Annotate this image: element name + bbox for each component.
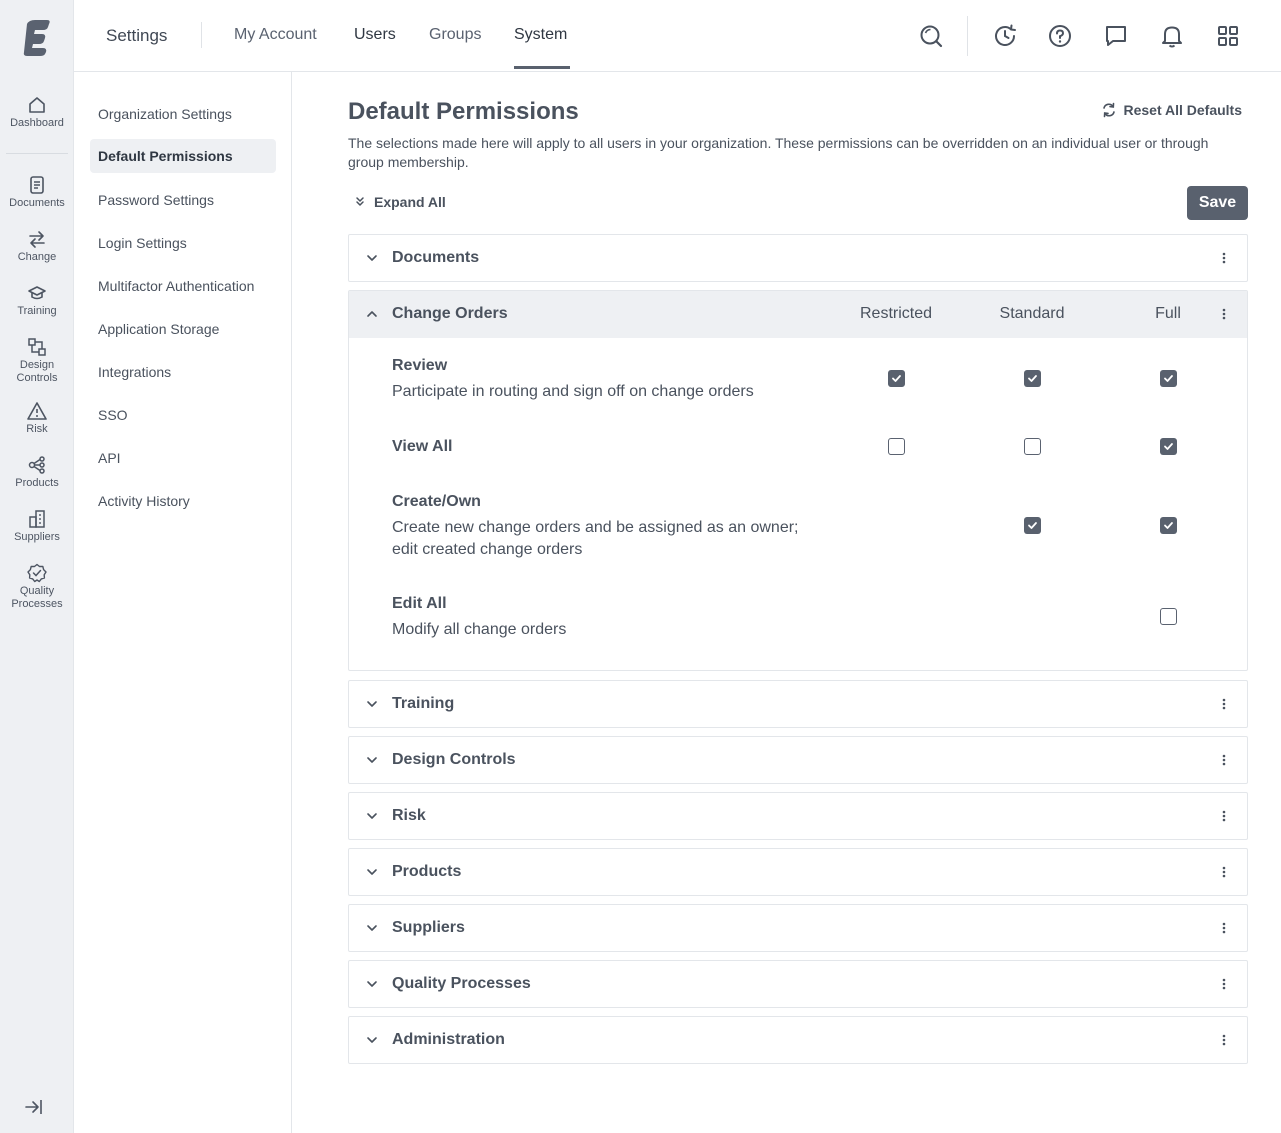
chevron-down-icon[interactable] — [365, 809, 379, 823]
subnav-item-organization-settings[interactable]: Organization Settings — [98, 106, 232, 122]
badge-check-icon — [27, 563, 47, 583]
active-tab-indicator — [514, 66, 570, 69]
section-quality-processes[interactable] — [348, 960, 1248, 1008]
more-options-icon[interactable] — [1217, 1033, 1231, 1047]
subnav-item-password-settings[interactable]: Password Settings — [98, 192, 214, 208]
home-icon — [27, 95, 47, 115]
expand-sidebar-icon[interactable] — [24, 1097, 44, 1117]
history-icon[interactable] — [992, 23, 1018, 49]
reset-icon — [1101, 102, 1117, 118]
warning-triangle-icon — [27, 401, 47, 421]
rail-divider — [6, 153, 68, 154]
section-name: Risk — [392, 807, 426, 824]
swap-arrows-icon — [27, 229, 47, 249]
top-header — [74, 0, 1281, 72]
rail-label: Risk — [26, 423, 48, 435]
reset-label: Reset All Defaults — [1123, 102, 1242, 118]
rail-item-change[interactable] — [0, 229, 74, 264]
rail-item-training[interactable] — [0, 283, 74, 318]
permission-title: View All — [392, 438, 453, 455]
subnav-item-integrations[interactable]: Integrations — [98, 364, 172, 380]
tab-groups[interactable]: Groups — [429, 26, 482, 43]
more-options-icon[interactable] — [1217, 921, 1231, 935]
design-controls-icon — [27, 337, 47, 357]
chevron-down-icon[interactable] — [365, 921, 379, 935]
section-name: Suppliers — [392, 919, 465, 936]
section-suppliers[interactable] — [348, 904, 1248, 952]
subnav-item-application-storage[interactable]: Application Storage — [98, 321, 220, 337]
expand-all-button[interactable] — [354, 194, 446, 210]
section-name: Quality Processes — [392, 975, 531, 992]
chevron-down-icon[interactable] — [365, 865, 379, 879]
chevron-down-icon[interactable] — [365, 251, 379, 265]
rail-item-dashboard[interactable] — [0, 95, 74, 130]
permission-title: Edit All — [392, 595, 447, 612]
section-name: Products — [392, 863, 462, 880]
more-options-icon[interactable] — [1217, 865, 1231, 879]
apps-grid-icon[interactable] — [1215, 23, 1241, 49]
tab-my-account[interactable]: My Account — [234, 26, 317, 43]
checkbox-create-own-standard[interactable] — [1024, 517, 1041, 534]
chevron-down-icon[interactable] — [365, 697, 379, 711]
checkbox-view-all-full[interactable] — [1160, 438, 1177, 455]
rail-label: Quality Processes — [11, 585, 63, 610]
help-icon[interactable] — [1047, 23, 1073, 49]
section-training[interactable] — [348, 680, 1248, 728]
search-icon[interactable] — [918, 23, 944, 49]
checkmark-icon — [1162, 519, 1175, 532]
subnav-item-sso[interactable]: SSO — [98, 407, 128, 423]
permission-description: Participate in routing and sign off on change orders — [392, 383, 754, 400]
subnav-item-activity-history[interactable]: Activity History — [98, 493, 190, 509]
permission-description: Create new change orders and be assigned as an owner; edit created change orders — [392, 519, 799, 558]
document-icon — [27, 175, 47, 195]
page-title: Default Permissions — [348, 98, 579, 125]
subnav-item-login-settings[interactable]: Login Settings — [98, 235, 187, 251]
graduation-cap-icon — [27, 283, 47, 303]
checkmark-icon — [1162, 372, 1175, 385]
section-risk[interactable] — [348, 792, 1248, 840]
settings-subnav — [74, 72, 292, 1133]
checkmark-icon — [1026, 372, 1039, 385]
checkbox-view-all-restricted[interactable] — [888, 438, 905, 455]
checkmark-icon — [1026, 519, 1039, 532]
rail-label: Design Controls — [16, 359, 58, 384]
more-options-icon[interactable] — [1217, 251, 1231, 265]
rail-label: Dashboard — [10, 117, 64, 129]
rail-label: Documents — [9, 197, 65, 209]
permission-description: Modify all change orders — [392, 621, 567, 638]
more-options-icon[interactable] — [1217, 307, 1231, 321]
reset-all-defaults-button[interactable] — [1101, 102, 1242, 118]
section-name: Documents — [392, 249, 480, 266]
rail-label: Suppliers — [14, 531, 60, 543]
column-header-restricted: Restricted — [859, 305, 933, 322]
app-rail — [0, 0, 74, 1133]
permission-title: Review — [392, 357, 448, 374]
section-name: Administration — [392, 1031, 505, 1048]
chevron-down-icon[interactable] — [365, 977, 379, 991]
checkbox-review-restricted[interactable] — [888, 370, 905, 387]
header-divider — [201, 22, 202, 48]
chat-icon[interactable] — [1103, 23, 1129, 49]
main-content — [292, 72, 1281, 1133]
subnav-item-api[interactable]: API — [98, 450, 121, 466]
rail-label: Training — [17, 305, 57, 317]
more-options-icon[interactable] — [1217, 809, 1231, 823]
expand-all-label: Expand All — [374, 194, 446, 210]
section-change-orders — [348, 290, 1248, 671]
subnav-item-default-permissions[interactable]: Default Permissions — [90, 139, 276, 173]
rail-label: Change — [17, 251, 57, 263]
more-options-icon[interactable] — [1217, 753, 1231, 767]
chevron-up-icon[interactable] — [365, 307, 379, 321]
checkmark-icon — [890, 372, 903, 385]
section-design-controls[interactable] — [348, 736, 1248, 784]
checkbox-create-own-full[interactable] — [1160, 517, 1177, 534]
tab-users[interactable]: Users — [354, 26, 396, 43]
more-options-icon[interactable] — [1217, 697, 1231, 711]
page-section-title: Settings — [106, 26, 168, 45]
column-header-standard: Standard — [999, 305, 1065, 322]
double-chevron-down-icon — [354, 196, 366, 208]
checkbox-view-all-standard[interactable] — [1024, 438, 1041, 455]
section-name: Training — [392, 695, 455, 712]
rail-item-products[interactable] — [0, 455, 74, 490]
section-name: Design Controls — [392, 751, 516, 768]
chevron-down-icon[interactable] — [365, 1033, 379, 1047]
rail-item-quality-processes[interactable] — [0, 563, 74, 611]
rail-label: Products — [15, 477, 59, 489]
building-icon — [27, 509, 47, 529]
checkbox-review-full[interactable] — [1160, 370, 1177, 387]
rail-item-design-controls[interactable] — [0, 337, 74, 385]
section-name: Change Orders — [392, 305, 508, 322]
subnav-item-multifactor-authentication[interactable]: Multifactor Authentication — [98, 278, 255, 294]
more-options-icon[interactable] — [1217, 977, 1231, 991]
column-header-full: Full — [1155, 305, 1181, 322]
header-icon-divider — [967, 16, 968, 56]
app-logo[interactable] — [21, 18, 53, 58]
section-administration[interactable] — [348, 1016, 1248, 1064]
rail-item-suppliers[interactable] — [0, 509, 74, 544]
checkbox-review-standard[interactable] — [1024, 370, 1041, 387]
permission-title: Create/Own — [392, 493, 481, 510]
checkbox-edit-all-full[interactable] — [1160, 608, 1177, 625]
checkmark-icon — [1162, 440, 1175, 453]
page-description: The selections made here will apply to all users in your organization. These permissions can be overridden on an individual user or through group membership. — [348, 135, 1209, 170]
rail-item-documents[interactable] — [0, 175, 74, 210]
products-network-icon — [27, 455, 47, 475]
tab-system[interactable]: System — [514, 26, 568, 43]
section-documents[interactable] — [348, 234, 1248, 282]
save-button[interactable]: Save — [1187, 186, 1248, 220]
notifications-bell-icon[interactable] — [1159, 23, 1185, 49]
chevron-down-icon[interactable] — [365, 753, 379, 767]
rail-item-risk[interactable] — [0, 401, 74, 436]
section-products[interactable] — [348, 848, 1248, 896]
